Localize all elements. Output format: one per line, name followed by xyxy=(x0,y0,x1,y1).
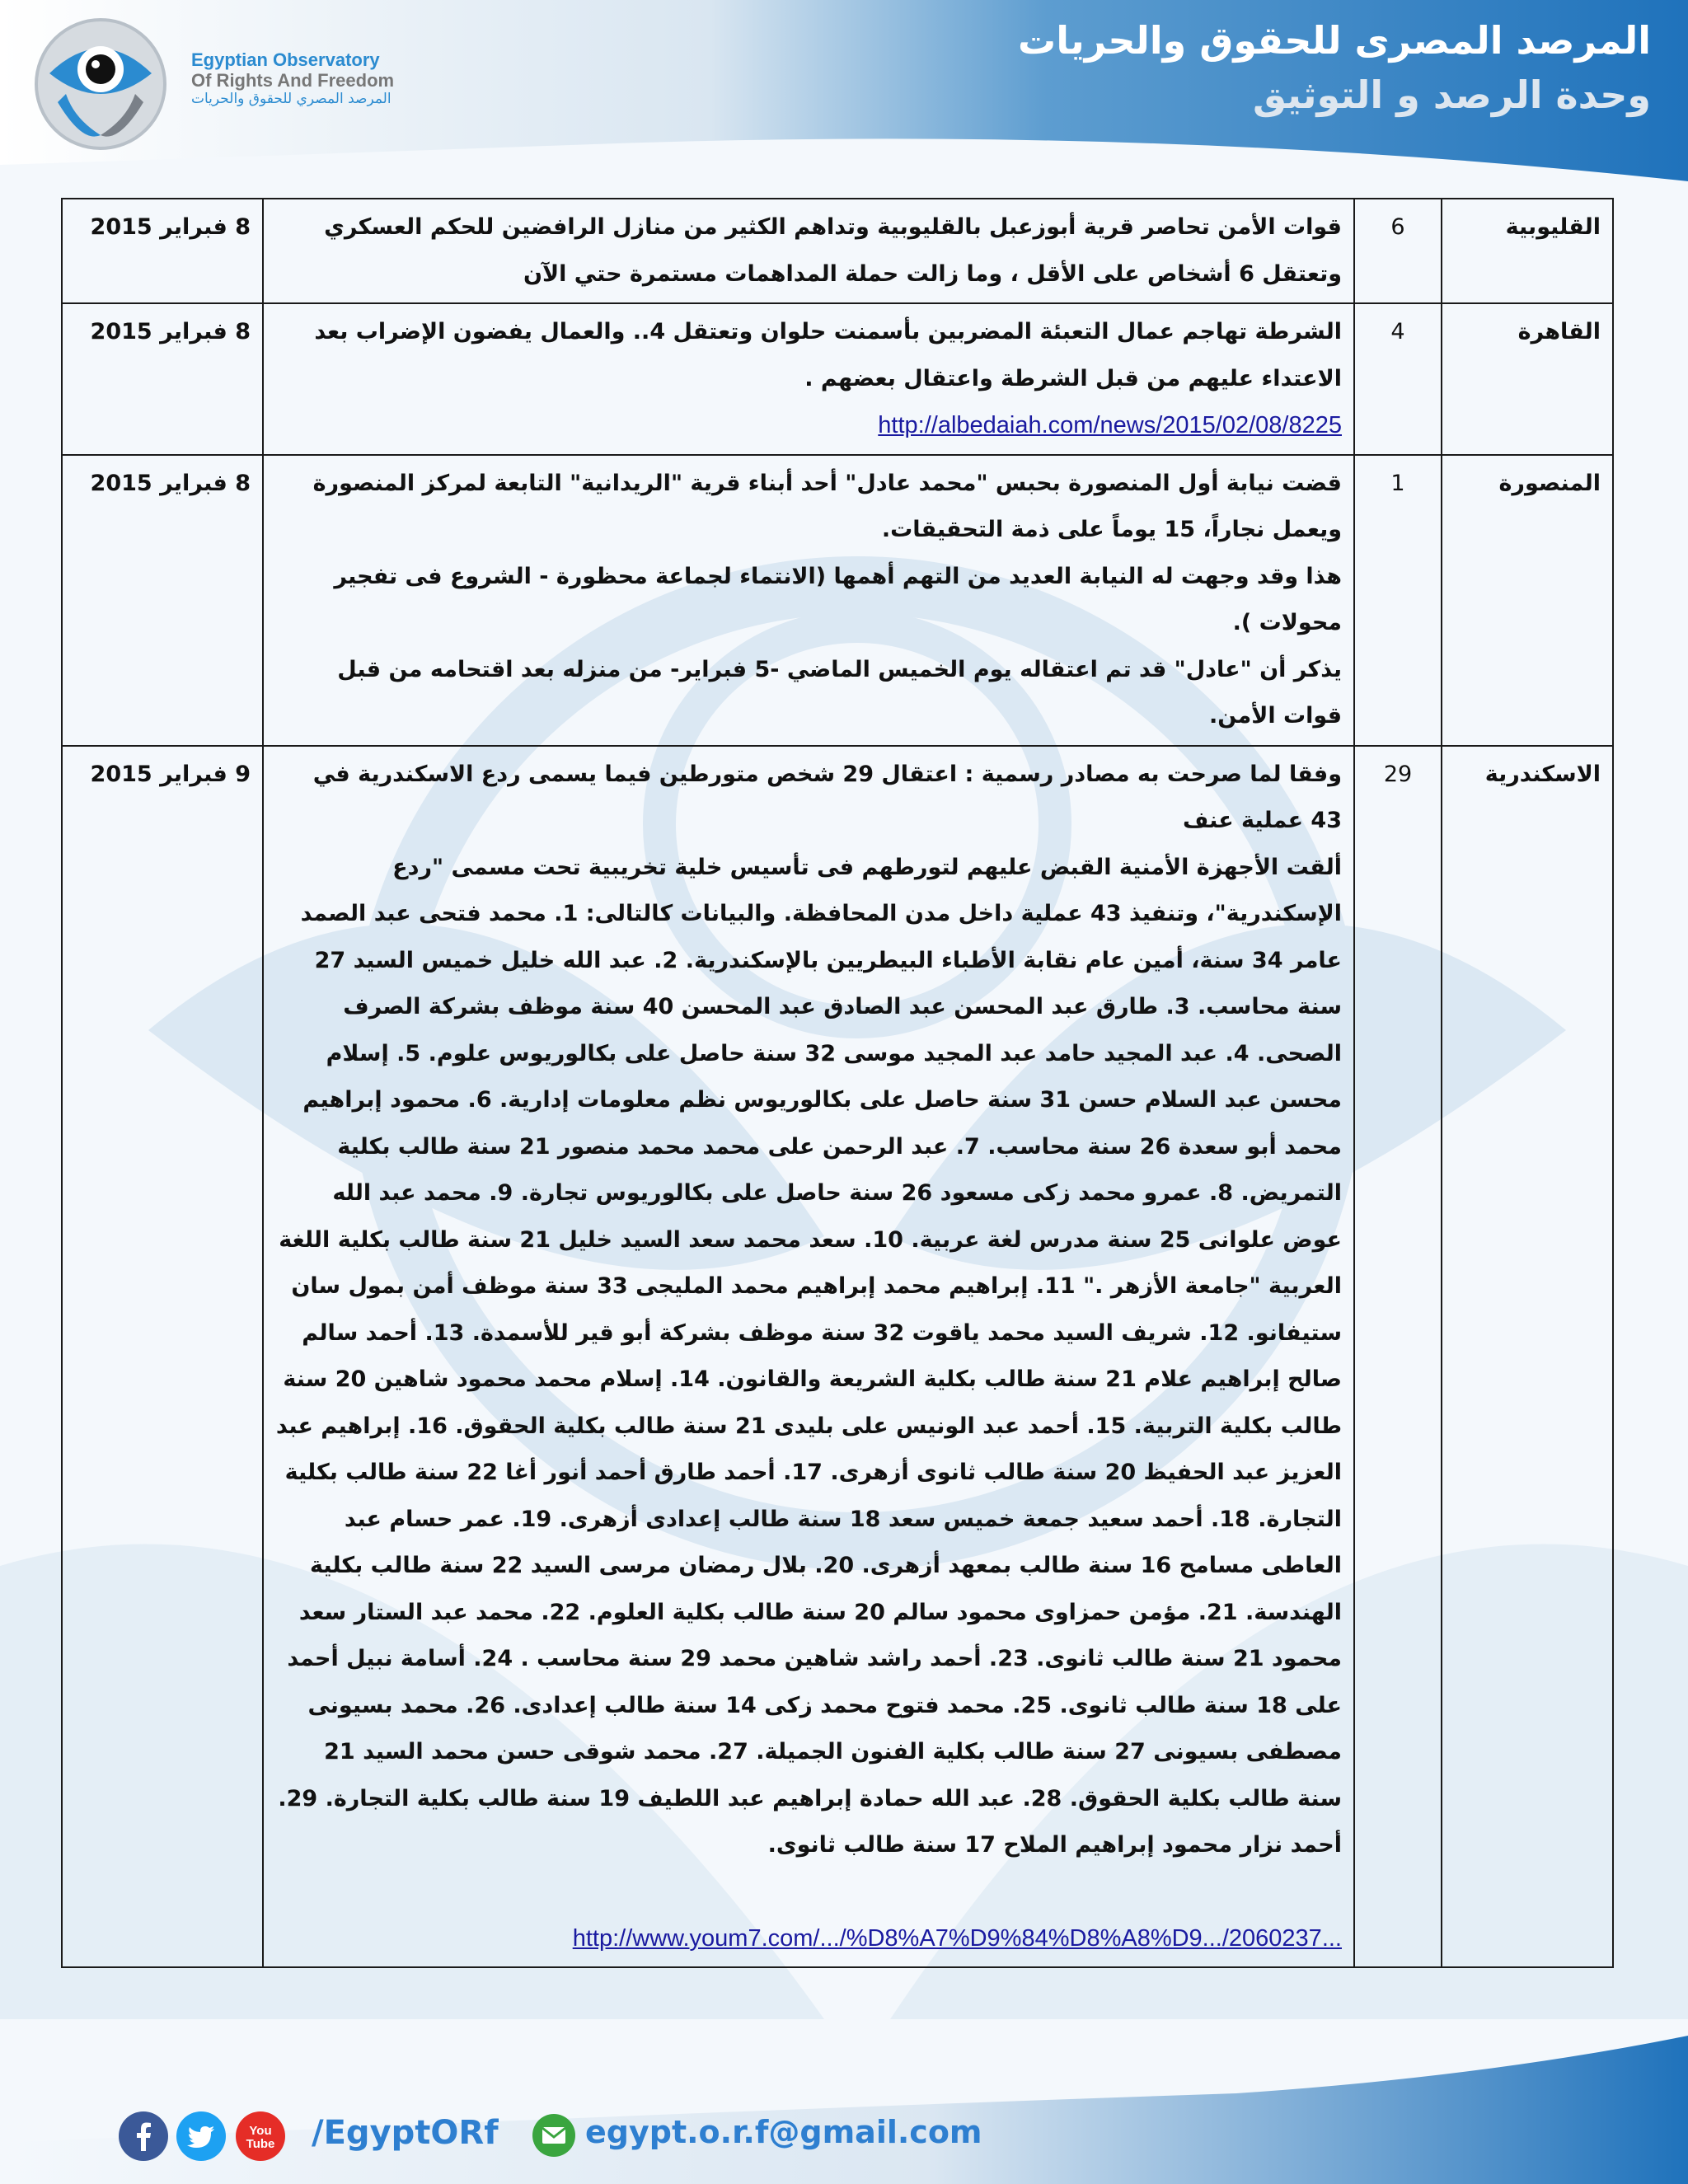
logo-text-ar: المرصد المصري للحقوق والحريات xyxy=(191,90,392,107)
table-row xyxy=(62,199,1613,303)
logo-text xyxy=(191,49,394,107)
details-cell xyxy=(263,199,1354,303)
details-cell xyxy=(263,303,1354,455)
governorate-cell: القليوبية xyxy=(1442,199,1613,303)
organization-name: المرصد المصرى للحقوق والحريات xyxy=(1018,18,1651,63)
date-cell: 8 فبراير 2015 xyxy=(62,455,263,746)
governorate-cell: القاهرة xyxy=(1442,303,1613,455)
details-paragraph: هذا وقد وجهت له النيابة العديد من التهم أهمها (الانتماء لجماعة محظورة - الشروع فى تفجير محولات ). xyxy=(334,563,1342,635)
source-link[interactable]: http://albedaiah.com/news/2015/02/08/8225 xyxy=(878,412,1342,438)
governorate-cell: الاسكندرية xyxy=(1442,746,1613,1968)
details-paragraph: الشرطة تهاجم عمال التعبئة المضربين بأسمنت حلوان وتعتقل 4.. والعمال يفضون الإضراب بعد الاعتداء عليهم من قبل الشرطة واعتقال بعضهم . xyxy=(314,319,1342,391)
date-cell: 9 فبراير 2015 xyxy=(62,746,263,1968)
details-cell xyxy=(263,455,1354,746)
table-row xyxy=(62,746,1613,1968)
logo-text-en-2: Of Rights And Freedom xyxy=(191,70,395,91)
social-handle[interactable]: /EgyptORf xyxy=(312,2114,499,2152)
table-row xyxy=(62,455,1613,746)
governorate-cell: المنصورة xyxy=(1442,455,1613,746)
details-paragraph: قوات الأمن تحاصر قرية أبوزعبل بالقليوبية وتداهم الكثير من منازل الرافضين للحكم العسكري وتعتقل 6 أشخاص على الأقل ، وما زالت حملة المداهمات مستمرة حتي الآن xyxy=(324,214,1342,287)
incidents-table xyxy=(61,198,1614,1968)
youtube-icon[interactable] xyxy=(236,2111,285,2161)
table-row xyxy=(62,303,1613,455)
blank-line xyxy=(275,1869,1342,1915)
youtube-label-1: You xyxy=(249,2124,272,2138)
twitter-icon[interactable] xyxy=(176,2111,226,2161)
details-cell xyxy=(263,746,1354,1968)
youtube-label-2: Tube xyxy=(246,2137,275,2151)
count-cell: 6 xyxy=(1354,199,1442,303)
details-paragraph: وفقا لما صرحت به مصادر رسمية : اعتقال 29 شخص متورطين فيما يسمى ردع الاسكندرية في 43 عملية عنف xyxy=(312,761,1342,833)
source-link[interactable]: http://www.youm7.com/.../%D8%A7%D9%84%D8%A8%D9.../2060237... xyxy=(572,1924,1342,1952)
email-address[interactable]: egypt.o.r.f@gmail.com xyxy=(585,2114,982,2150)
details-paragraph: قضت نيابة أول المنصورة بحبس "محمد عادل" أحد أبناء قرية "الريدانية" التابعة لمركز المنصورة ويعمل نجاراً، 15 يوماً على ذمة التحقيقات. xyxy=(312,470,1342,542)
page-header xyxy=(0,0,1688,181)
email-icon xyxy=(532,2114,575,2157)
date-cell: 8 فبراير 2015 xyxy=(62,303,263,455)
details-paragraph: ألقت الأجهزة الأمنية القبض عليهم لتورطهم فى تأسيس خلية تخريبية تحت مسمى "ردع الإسكندرية"، وتنفيذ 43 عملية داخل مدن المحافظة. والبيانات كالتالى: 1. محمد فتحى عبد الصمد عامر 34 سنة، أمين عام نقابة الأطباء البيطريين بالإسكندرية. 2. عبد الله خليل خميس السيد 27 سنة محاسب. 3. طارق عبد المحسن عبد الصادق عبد المحسن 40 سنة موظف بشركة الصرف الصحى. 4. عبد المجيد حامد عبد المجيد موسى 32 سنة حاصل على بكالوريوس علوم. 5. إسلام محسن عبد السلام حسن 31 سنة حاصل على بكالوريوس نظم معلومات إدارية. 6. محمود إبراهيم محمد أبو سعدة 26 سنة محاسب. 7. عبد الرحمن على محمد محمد منصور 21 سنة طالب بكلية التمريض. 8. عمرو محمد زكى مسعود 26 سنة حاصل على بكالوريوس تجارة. 9. محمد عبد الله عوض علوانى 25 سنة مدرس لغة عربية. 10. سعد محمد سعد السيد خليل 21 سنة طالب بكلية اللغة العربية "جامعة الأزهر ." 11. إبراهيم محمد إبراهيم محمد المليجى 33 سنة موظف أمن بمول سان ستيفانو. 12. شريف السيد محمد ياقوت 32 سنة موظف بشركة أبو قير للأسمدة. 13. أحمد سالم صالح إبراهيم علام 21 سنة طالب بكلية الشريعة والقانون. 14. إسلام محمد محمود شاهين 20 سنة طالب بكلية التربية. 15. أحمد عبد الونيس على بليدى 21 سنة طالب بكلية الحقوق. 16. إبراهيم عبد العزيز عبد الحفيظ 20 سنة طالب ثانوى أزهرى. 17. أحمد طارق أحمد أنور أغا 22 سنة طالب بكلية التجارة. 18. أحمد سعيد جمعة خميس سعد 18 سنة طالب إعدادى أزهرى. 19. عمر حسام عبد العاطى مسامح 16 سنة طالب بمعهد أزهرى. 20. بلال رمضان مرسى السيد 22 سنة طالب بكلية الهندسة. 21. مؤمن حمزاوى محمود سالم 20 سنة طالب بكلية العلوم. 22. محمد عبد الستار سعد محمود 21 سنة طالب ثانوى. 23. أحمد راشد شاهين محمد 29 سنة محاسب . 24. أسامة نبيل أحمد على 18 سنة طالب ثانوى. 25. محمد فتوح محمد زكى 14 سنة طالب إعدادى. 26. محمد بسيونى مصطفى بسيونى 27 سنة طالب بكلية الفنون الجميلة. 27. محمد شوقى حسن محمد السيد 21 سنة طالب بكلية الحقوق. 28. عبد الله حمادة إبراهيم عبد اللطيف 19 سنة طالب بكلية التجارة. 29. أحمد نزار محمود إبراهيم الملاح 17 سنة طالب ثانوى. xyxy=(275,854,1342,1858)
logo-text-en-1: Egyptian Observatory xyxy=(191,49,380,70)
count-cell: 29 xyxy=(1354,746,1442,1968)
count-cell: 1 xyxy=(1354,455,1442,746)
unit-name: وحدة الرصد و التوثيق xyxy=(1253,73,1651,117)
logo-icon xyxy=(25,12,181,152)
count-cell: 4 xyxy=(1354,303,1442,455)
details-paragraph: يذكر أن "عادل" قد تم اعتقاله يوم الخميس الماضي -5 فبراير- من منزله بعد اقتحامه من قبل قوات الأمن. xyxy=(337,656,1342,729)
facebook-icon[interactable] xyxy=(119,2111,168,2161)
date-cell: 8 فبراير 2015 xyxy=(62,199,263,303)
